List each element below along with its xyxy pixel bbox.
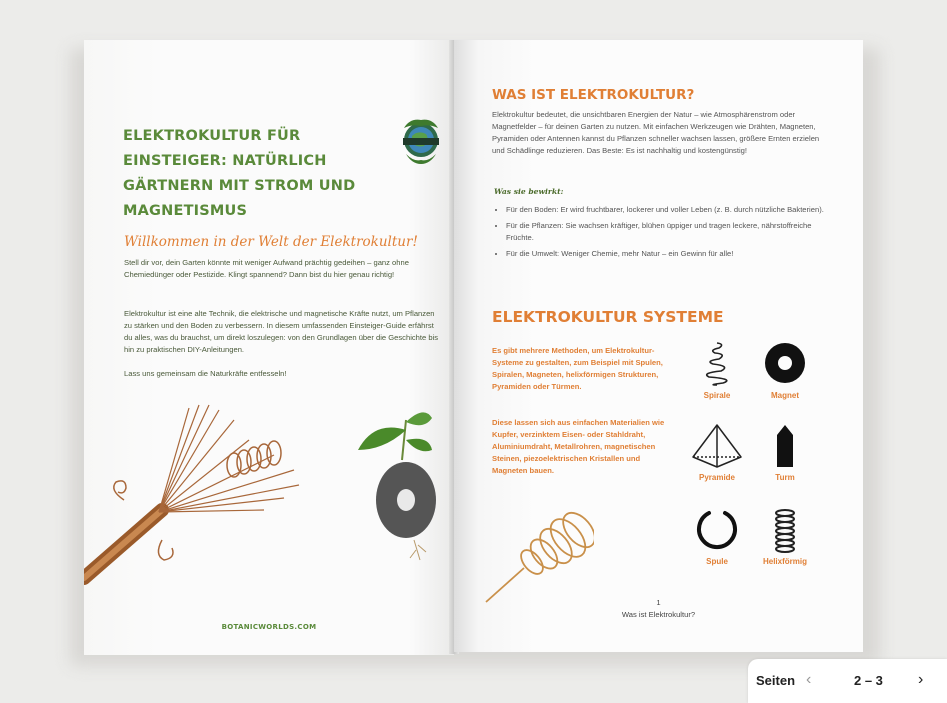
system-spiral bbox=[687, 339, 747, 400]
copper-coil-illustration bbox=[484, 510, 594, 605]
icon-label: Turm bbox=[775, 473, 795, 482]
helix-icon bbox=[765, 507, 805, 553]
list-item: • Für die Umwelt: Weniger Chemie, mehr Natur – ein Gewinn für alle! bbox=[506, 248, 836, 260]
system-magnet bbox=[755, 339, 815, 400]
magnet-icon bbox=[763, 339, 807, 387]
system-tower bbox=[755, 423, 815, 482]
icon-label: Magnet bbox=[771, 391, 799, 400]
pyramid-icon bbox=[691, 423, 743, 469]
description-paragraph: Elektrokultur ist eine alte Technik, die elektrische und magnetische Kräfte nutzt, um Pflanzen zu stärken und den Boden zu verbessern. In diesem umfassenden Einsteiger-Guide erfährst du alles, was du brauchst, um direkt loszulegen: von den Grundlagen über die Geschichte bis hin zu praktischen DIY-Anleitungen. bbox=[124, 309, 439, 354]
list-item: • Für den Boden: Er wird fruchtbarer, lockerer und voller Leben (z. B. durch nützliche Bakterien). bbox=[506, 204, 836, 216]
website-footer: BOTANICWORLDS.COM bbox=[221, 623, 317, 631]
systems-paragraph: Es gibt mehrere Methoden, um Elektrokultur-Systeme zu gestalten, zum Beispiel mit Spulen, Spiralen, Magneten, helixförmigen Strukturen, Pyramiden oder Türmen. bbox=[492, 346, 663, 391]
system-pyramid bbox=[687, 423, 747, 482]
left-page bbox=[84, 40, 454, 655]
what-is-paragraph: Elektrokultur bedeutet, die unsichtbaren Energien der Natur – wie Atmosphärenstrom oder Magnetfelder – für deinen Garten zu nutzen. Mit einfachen Werkzeugen wie Drähten, Magneten, Pyramiden oder Antennen kannst du Pflanzen schneller wachsen lassen, größere Ernten erzielen und Schädlinge reduzieren. Das Beste: Es ist nachhaltig und kostengünstig! bbox=[492, 110, 820, 155]
book-title: ELEKTROKULTUR FÜR EINSTEIGER: NATÜRLICH GÄRTNERN MIT STROM UND MAGNETISMUS bbox=[123, 128, 356, 219]
system-coil bbox=[687, 507, 747, 566]
icon-label: Pyramide bbox=[698, 473, 736, 482]
icon-label: Spule bbox=[706, 557, 728, 566]
page-footer-title: Was ist Elektrokultur? bbox=[621, 610, 696, 619]
materials-paragraph: Diese lassen sich aus einfachen Materialien wie Kupfer, verzinktem Eisen- oder Stahldraht, Aluminiumdraht, Metallrohren, magnetischen Steinen, piezoelektrischen Kristallen und Magneten bauen. bbox=[492, 418, 665, 475]
right-page bbox=[454, 40, 863, 652]
effects-label: Was sie bewirkt: bbox=[494, 187, 564, 196]
icon-label: Helixförmig bbox=[762, 557, 807, 566]
chevron-left-icon[interactable]: ‹ bbox=[806, 671, 812, 688]
page-navigator bbox=[748, 659, 947, 703]
section-heading-systems: ELEKTROKULTUR SYSTEME bbox=[492, 308, 724, 326]
welcome-heading: Willkommen in der Welt der Elektrokultur! bbox=[124, 234, 418, 250]
system-helix bbox=[755, 507, 815, 566]
pager-label: Seiten bbox=[756, 673, 796, 688]
tower-icon bbox=[763, 423, 807, 469]
closing-paragraph: Lass uns gemeinsam die Naturkräfte entfesseln! bbox=[124, 369, 287, 378]
chevron-right-icon[interactable]: › bbox=[918, 671, 924, 688]
page-number: 1 bbox=[656, 598, 661, 607]
botanicworlds-logo bbox=[400, 114, 442, 168]
effects-list bbox=[492, 204, 836, 264]
page-range: 2 – 3 bbox=[854, 673, 883, 688]
spiral-icon bbox=[695, 339, 739, 387]
coil-icon bbox=[694, 507, 740, 553]
list-item: • Für die Pflanzen: Sie wachsen kräftiger, blühen üppiger und tragen leckere, nährstoffreiche Früchte. bbox=[506, 220, 836, 244]
section-heading-what-is: WAS IST ELEKTROKULTUR? bbox=[492, 87, 695, 103]
icon-label: Spirale bbox=[703, 391, 731, 400]
intro-paragraph: Stell dir vor, dein Garten könnte mit weniger Aufwand prächtig gedeihen – ganz ohne Chemiedünger oder Pestizide. Klingt spannend? Dann bist du hier genau richtig! bbox=[124, 258, 409, 279]
copper-antenna-illustration bbox=[84, 400, 454, 600]
